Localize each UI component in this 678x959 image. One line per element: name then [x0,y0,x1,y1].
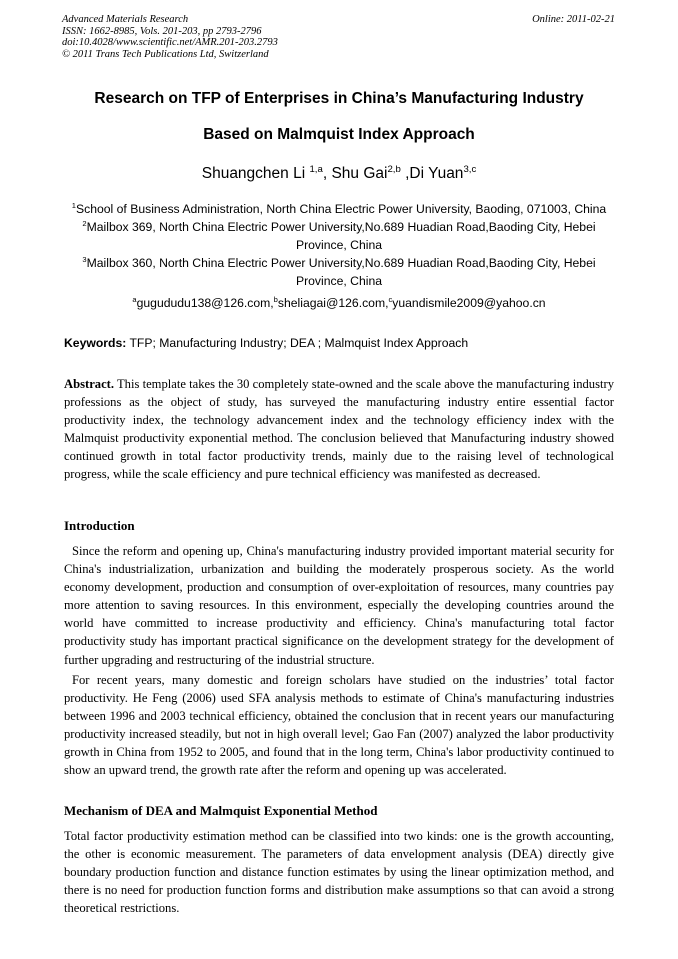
abstract-text: This template takes the 30 completely state-owned and the scale above the manufacturing industry professions as the object of study, has surveyed the manufacturing industry entire essential factor productivity index, the technology advancement index and the technology efficiency index with the Malmquist productivity exponential method. The conclusion believed that Manufacturing industry showed continued growth in total factor productivity trends, mainly due to the raising level of technological progress, while the scale efficiency and pure technical efficiency was manifested as decreased. [64,377,614,482]
author-superscript: 3,c [463,163,477,175]
email-superscript: a [132,294,137,304]
author-name: Shuangchen Li [201,165,310,182]
paper-title-line-1: Research on TFP of Enterprises in China’s Manufacturing Industry [94,90,584,107]
section-heading-mechanism: Mechanism of DEA and Malmquist Exponential Method [64,803,378,818]
keywords-text: TFP; Manufacturing Industry; DEA ; Malmquist Index Approach [126,336,469,350]
author-name: Di Yuan [409,165,464,182]
affiliation-superscript: 3 [82,254,87,264]
affiliation-superscript: 1 [71,200,76,210]
email-superscript: b [273,294,278,304]
affiliation-text: School of Business Administration, North China Electric Power University, Baoding, 071003, China [76,202,607,216]
author-superscript: 2,b [387,163,401,175]
email-link[interactable]: gugududu138@126.com, [136,296,274,310]
affiliation-text: Mailbox 360, North China Electric Power University,No.689 Huadian Road,Baoding City, Hebei Province, China [86,256,596,288]
author-list [40,165,638,183]
abstract-paragraph [64,375,614,484]
affiliation-3 [60,255,618,290]
email-link[interactable]: sheliagai@126.com, [277,296,389,310]
online-date: Online: 2011-02-21 [532,14,615,25]
doi-line: doi:10.4028/www.scientific.net/AMR.201-203.2793 [62,37,278,49]
introduction-paragraph-1: Since the reform and opening up, China's manufacturing industry provided important material security for China's industrialization, urbanization and building the moderately prosperous society. As the world economy development, production and consumption of over-exploitation of resources, many countries pay more attention to saving resources. In this environment, especially the developing countries around the world have committed to increase productivity and efficiency. China's manufacturing total factor productivity study has important practical significance on the development strategy for the development of further upgrading and restructuring of the industrial structure. [64,544,614,667]
copyright-line: © 2011 Trans Tech Publications Ltd, Switzerland [62,48,269,60]
introduction-paragraph-2: For recent years, many domestic and foreign scholars have studied on the industries’ total factor productivity. He Feng (2006) used SFA analysis methods to estimate of China's manufacturing industries between 1996 and 2003 technical efficiency, obtained the conclusion that in recent years our manufacturing productivity increased steadily, but not in high overall level; Gao Fan (2007) analyzed the labor productivity growth in China from 1952 to 2005, and found that in the long term, China's labor productivity continued to show an upward trend, the growth rate after the reform and opening up was accelerated. [64,673,614,778]
section-heading-introduction: Introduction [64,518,135,533]
affiliation-1 [60,201,618,219]
affiliation-text: Mailbox 369, North China Electric Power University,No.689 Huadian Road,Baoding City, Hebei Province, China [86,220,596,252]
mechanism-paragraph-1: Total factor productivity estimation method can be classified into two kinds: one is the growth accounting, the other is economic measurement. The parameters of data envelopment analysis (DEA) directly give boundary production function and distance function estimates by using the linear optimization method, and there is no need for production function forms and distribution make assumptions so that can avoid a strong theoretical restrictions. [64,829,614,916]
abstract-label: Abstract. [64,377,115,391]
author-emails [60,296,618,310]
author-separator: , [400,165,410,182]
affiliation-2 [60,219,618,254]
email-superscript: c [388,294,393,304]
journal-header [62,14,615,60]
paper-title-line-2: Based on Malmquist Index Approach [203,126,475,143]
affiliation-superscript: 2 [82,218,87,228]
journal-name: Advanced Materials Research [62,14,189,25]
keywords-line [64,336,614,350]
author-separator: , [322,165,332,182]
author-name: Shu Gai [331,165,388,182]
keywords-label: Keywords: [64,336,127,350]
email-link[interactable]: yuandismile2009@yahoo.cn [392,296,546,310]
issn-line: ISSN: 1662-8985, Vols. 201-203, pp 2793-2796 [62,25,262,37]
author-superscript: 1,a [309,163,323,175]
